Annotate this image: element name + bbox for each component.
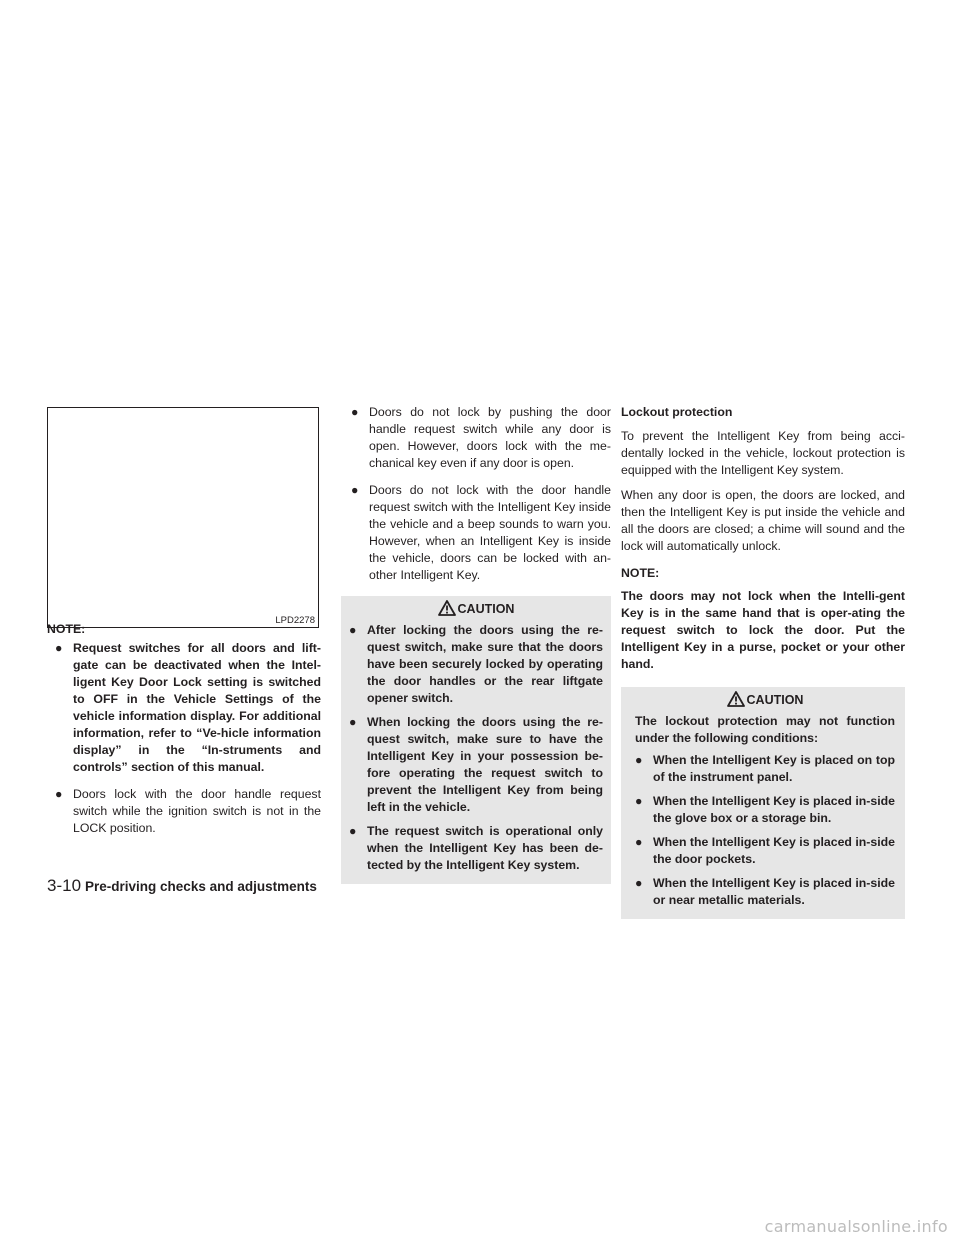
column-middle bbox=[341, 404, 611, 884]
list-item-text: When locking the doors using the re-quest switch, make sure to have the Intelligent Key in your possession be-fore operating the request switch to prevent the Intelligent Key from being left in the vehicle. bbox=[367, 715, 603, 814]
section-title: Pre-driving checks and adjustments bbox=[85, 879, 317, 894]
bullet-icon: ● bbox=[349, 824, 357, 838]
list-item-text: When the Intelligent Key is placed in-side or near metallic materials. bbox=[653, 876, 895, 907]
bullet-icon: ● bbox=[55, 641, 63, 655]
watermark: carmanualsonline.info bbox=[764, 1217, 948, 1236]
list-item bbox=[635, 875, 895, 909]
list-item-text: When the Intelligent Key is placed in-side the door pockets. bbox=[653, 835, 895, 866]
list-item-text: When the Intelligent Key is placed on top of the instrument panel. bbox=[653, 753, 895, 784]
bullet-icon: ● bbox=[349, 623, 357, 637]
column-left bbox=[47, 621, 321, 837]
list-item-text: Doors do not lock by pushing the door handle request switch while any door is open. However, doors lock with the me-chanical key even if any door is open. bbox=[369, 405, 611, 470]
caution-title: CAUTION bbox=[746, 693, 804, 707]
list-item bbox=[47, 640, 321, 776]
caution-box bbox=[621, 687, 905, 919]
caution-box bbox=[341, 596, 611, 884]
list-item-text: The request switch is operational only when the Intelligent Key has been de-tected by the Intelligent Key system. bbox=[367, 824, 603, 872]
column-right bbox=[621, 404, 905, 919]
bullet-icon: ● bbox=[635, 876, 643, 890]
list-item-text: After locking the doors using the re-quest switch, make sure that the doors have been securely locked by operating the door handles or the rear liftgate opener switch. bbox=[367, 623, 603, 705]
list-item bbox=[635, 834, 895, 868]
page-number: 3-10 bbox=[47, 876, 82, 895]
bullet-icon: ● bbox=[55, 787, 63, 801]
list-item-text: Request switches for all doors and lift-gate can be deactivated when the Intel-ligent Key Door Lock setting is switched to OFF in the Vehicle Settings of the vehicle information display. For additional information, refer to “Ve-hicle information display” in the “In-struments and controls” section of this manual. bbox=[73, 641, 321, 774]
caution-header bbox=[349, 600, 603, 622]
warning-triangle-icon bbox=[438, 600, 456, 616]
list-item bbox=[351, 482, 611, 584]
paragraph: When any door is open, the doors are locked, and then the Intelligent Key is put inside the vehicle and all the doors are closed; a chime will sound and the lock will automatically unlock. bbox=[621, 488, 905, 553]
list-item-text: Doors lock with the door handle request switch while the ignition switch is not in the LOCK position. bbox=[73, 787, 321, 835]
figure-frame bbox=[47, 407, 319, 628]
list-item-text: When the Intelligent Key is placed in-side the glove box or a storage bin. bbox=[653, 794, 895, 825]
warning-triangle-icon bbox=[727, 691, 745, 707]
bullet-icon: ● bbox=[635, 753, 643, 767]
note-text: The doors may not lock when the Intelli-gent Key is in the same hand that is oper-ating the request switch to lock the door. Put the Intelligent Key in a purse, pocket or your other hand. bbox=[621, 589, 905, 671]
paragraph: To prevent the Intelligent Key from being acci-dentally locked in the vehicle, lockout protection is equipped with the Intelligent Key system. bbox=[621, 429, 905, 477]
figure-label: LPD2278 bbox=[275, 615, 315, 626]
list-item bbox=[635, 752, 895, 786]
page-footer bbox=[47, 876, 317, 896]
bullet-icon: ● bbox=[351, 405, 359, 419]
caution-intro: The lockout protection may not function under the following conditions: bbox=[635, 714, 895, 745]
list-item bbox=[349, 622, 603, 707]
list-item-text: Doors do not lock with the door handle request switch with the Intelligent Key inside the vehicle and a beep sounds to warn you. However, when an Intelligent Key is inside the vehicle, doors can be locked with an-other Intelligent Key. bbox=[369, 483, 611, 582]
section-heading: Lockout protection bbox=[621, 405, 733, 419]
caution-header bbox=[635, 691, 895, 713]
list-item bbox=[47, 786, 321, 837]
bullet-icon: ● bbox=[349, 715, 357, 729]
note-heading: NOTE: bbox=[47, 622, 86, 636]
bullet-icon: ● bbox=[351, 483, 359, 497]
list-item bbox=[349, 714, 603, 816]
note-heading: NOTE: bbox=[621, 566, 660, 580]
list-item bbox=[635, 793, 895, 827]
bullet-icon: ● bbox=[635, 835, 643, 849]
list-item bbox=[349, 823, 603, 874]
bullet-icon: ● bbox=[635, 794, 643, 808]
list-item bbox=[351, 404, 611, 472]
caution-title: CAUTION bbox=[457, 602, 515, 616]
